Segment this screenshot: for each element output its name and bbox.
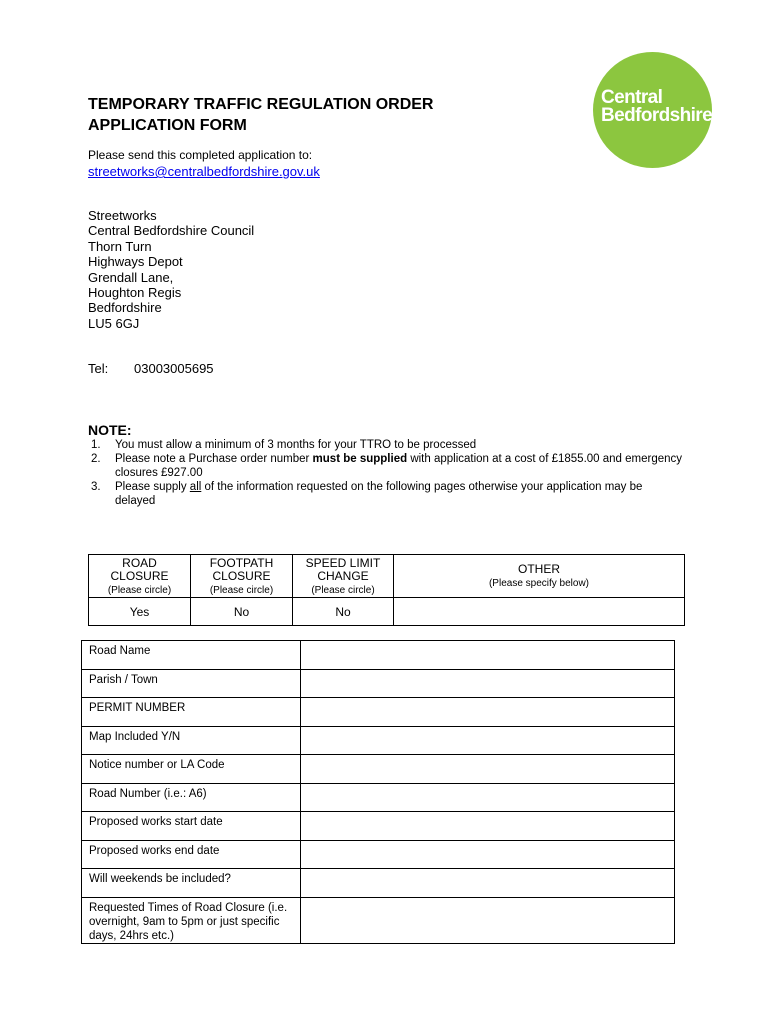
footpath-closure-choice[interactable]: No [191, 598, 293, 626]
address-line: Houghton Regis [88, 285, 182, 301]
central-bedfordshire-logo [593, 52, 712, 168]
category-label: CLOSURE [110, 569, 169, 583]
email-link[interactable]: streetworks@centralbedfordshire.gov.uk [88, 164, 320, 179]
weekends-field[interactable] [301, 869, 675, 898]
note-text: Please supply [115, 481, 190, 493]
closure-type-value-row [89, 598, 685, 626]
speed-limit-change-choice[interactable]: No [293, 598, 394, 626]
address-line: Bedfordshire [88, 300, 162, 316]
category-hint: (Please circle) [209, 584, 274, 596]
field-label: Proposed works end date [82, 840, 301, 869]
notice-number-field[interactable] [301, 755, 675, 784]
note-item [88, 452, 684, 480]
table-row [82, 783, 675, 812]
table-row [82, 641, 675, 670]
closure-type-header-row [89, 555, 685, 598]
table-row [82, 726, 675, 755]
other-specify-field[interactable] [394, 598, 685, 626]
table-row [82, 755, 675, 784]
road-number-field[interactable] [301, 783, 675, 812]
table-row [82, 869, 675, 898]
road-closure-header [89, 555, 191, 598]
parish-town-field[interactable] [301, 669, 675, 698]
table-row [82, 698, 675, 727]
road-closure-choice[interactable]: Yes [89, 598, 191, 626]
note-item [88, 438, 684, 452]
category-label: ROAD [122, 555, 157, 570]
field-label: Map Included Y/N [82, 726, 301, 755]
road-name-field[interactable] [301, 641, 675, 670]
closure-times-field[interactable] [301, 897, 675, 943]
field-label: Will weekends be included? [82, 869, 301, 898]
category-hint: (Please circle) [107, 584, 172, 596]
note-number: 2. [91, 453, 101, 465]
note-text: You must allow a minimum of 3 months for your TTRO to be processed [115, 439, 477, 451]
address-line: Grendall Lane, [88, 269, 174, 285]
send-instructions: Please send this completed application to: [88, 148, 313, 162]
table-row [82, 897, 675, 943]
end-date-field[interactable] [301, 840, 675, 869]
start-date-field[interactable] [301, 812, 675, 841]
other-header [394, 555, 685, 598]
category-label: CHANGE [317, 569, 369, 583]
note-text: Please note a Purchase order number [115, 453, 313, 465]
note-item [88, 480, 684, 508]
category-label: OTHER [518, 562, 560, 577]
closure-type-table [88, 554, 685, 626]
table-row [82, 812, 675, 841]
field-label: Road Number (i.e.: A6) [82, 783, 301, 812]
title-line2: APPLICATION FORM [88, 117, 247, 134]
address-line: Streetworks [88, 208, 157, 223]
note-text: of the information requested on the following pages otherwise your application may be delayed [115, 481, 643, 507]
footpath-closure-header [191, 555, 293, 598]
address-line: LU5 6GJ [88, 315, 140, 331]
note-heading: NOTE: [88, 422, 132, 438]
category-label: SPEED LIMIT [305, 555, 381, 570]
tel-number: 03003005695 [134, 361, 214, 376]
table-row [82, 840, 675, 869]
logo-text-line2: Bedfordshire [601, 105, 713, 126]
category-label: FOOTPATH [209, 555, 274, 570]
logo-text-line1: Central [601, 87, 663, 108]
field-label: Proposed works start date [82, 812, 301, 841]
permit-number-field[interactable] [301, 698, 675, 727]
field-label: Requested Times of Road Closure (i.e. overnight, 9am to 5pm or just specific days, 24hrs etc.) [82, 897, 301, 943]
note-emphasis: all [189, 481, 202, 493]
title-line1: TEMPORARY TRAFFIC REGULATION ORDER [88, 96, 434, 113]
category-hint: (Please circle) [311, 584, 375, 596]
field-label: Road Name [82, 641, 301, 670]
road-details-table [81, 640, 675, 944]
tel-label: Tel: [88, 361, 109, 376]
note-text: with application at a cost of £1855.00 and emergency closures £927.00 [115, 453, 683, 479]
category-hint: (Please specify below) [488, 577, 590, 589]
note-emphasis: must be supplied [312, 453, 408, 465]
speed-limit-change-header [293, 555, 394, 598]
field-label: Notice number or LA Code [82, 755, 301, 784]
page-title [88, 94, 548, 136]
address-line: Highways Depot [88, 254, 183, 270]
note-number: 3. [91, 481, 101, 493]
field-label: Parish / Town [82, 669, 301, 698]
category-label: CLOSURE [212, 569, 271, 583]
note-number: 1. [91, 439, 101, 451]
address-line: Thorn Turn [88, 238, 152, 254]
postal-address [88, 208, 254, 331]
field-label: PERMIT NUMBER [82, 698, 301, 727]
address-line: Central Bedfordshire Council [88, 223, 255, 239]
table-row [82, 669, 675, 698]
map-included-field[interactable] [301, 726, 675, 755]
note-list [88, 438, 684, 508]
